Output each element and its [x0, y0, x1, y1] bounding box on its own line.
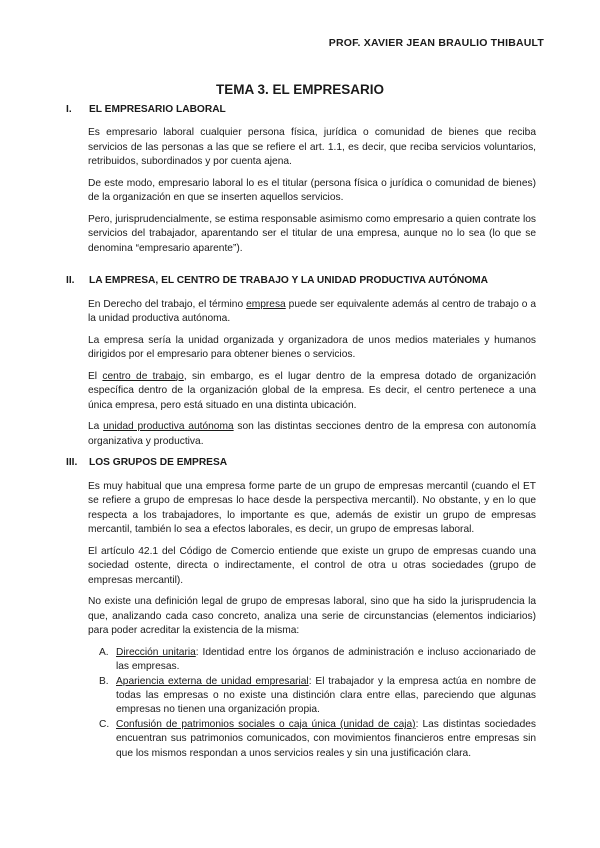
section-heading — [66, 274, 536, 288]
section-title: LA EMPRESA, EL CENTRO DE TRABAJO Y LA UNIDAD PRODUCTIVA AUTÓNOMA — [89, 275, 489, 287]
section-heading — [66, 103, 536, 117]
list-letter: C. — [99, 718, 110, 730]
section-empresa-centro-unidad — [66, 274, 536, 449]
underlined-term: Apariencia externa de unidad empresarial — [116, 675, 309, 687]
text-run: La — [88, 421, 104, 433]
list-letter: B. — [99, 675, 109, 687]
text-run: puede ser equivalente además al centro de trabajo o a la unidad productiva autónoma. — [88, 298, 536, 325]
list-item-body — [116, 675, 536, 718]
section-title: LOS GRUPOS DE EMPRESA — [89, 457, 228, 469]
list-item — [99, 718, 536, 761]
paragraph: No existe una definición legal de grupo de empresas laboral, sino que ha sido la jurisprudencia la que, analizando cada caso concreto, analiza una serie de circunstancias (elementos indiciarios) para poder acreditar la existencia de la misma: — [88, 596, 536, 637]
text-run: , sin embargo, es el lugar dentro de la empresa dotado de organización específica dentro de la organización global de la empresa. Es decir, el centro pertenece a una única empresa, pero está situado en una distinta ubicación. — [88, 370, 536, 411]
text-run: : El trabajador y la empresa actúa en nombre de todas las empresas o no existe una distinción clara entre ellas, pareciendo que algunas empresas no tienen una organización propia. — [116, 675, 536, 716]
document-title: TEMA 3. EL EMPRESARIO — [215, 82, 385, 97]
paragraph — [88, 370, 536, 413]
paragraph: La empresa sería la unidad organizada y organizadora de unos medios materiales y humanos dirigidos por el empresario para obtener bienes o servicios. — [88, 334, 536, 361]
text-run: : Las distintas sociedades encuentran sus patrimonios comunicados, con movimientos financieros entre empresas sin que los mismos respondan a unos servicios reales y sin una justificación clara. — [116, 718, 536, 759]
list-item — [99, 646, 536, 675]
header-author: PROF. XAVIER JEAN BRAULIO THIBAULT — [328, 37, 544, 49]
underlined-term: centro de trabajo — [102, 370, 184, 382]
underlined-term: Dirección unitaria — [116, 646, 196, 658]
paragraph — [88, 298, 536, 327]
underlined-term: unidad productiva autónoma — [103, 421, 234, 433]
section-number: III. — [66, 457, 78, 469]
underlined-term: empresa — [246, 298, 286, 310]
paragraph: Pero, jurisprudencialmente, se estima responsable asimismo como empresario a quien contrate los servicios del trabajador, aparentando ser el titular de una empresa, aunque no lo sea (lo que se denomina “empresario aparente”). — [88, 213, 536, 254]
section-number: II. — [66, 275, 75, 287]
section-title: EL EMPRESARIO LABORAL — [89, 104, 226, 115]
list-item-body — [116, 646, 536, 675]
underlined-term: Confusión de patrimonios sociales o caja única (unidad de caja) — [116, 718, 416, 730]
paragraph — [88, 420, 536, 449]
paragraph: Es muy habitual que una empresa forme parte de un grupo de empresas mercantil (cuando el ET se refiere a grupo de empresas lo hace desde la perspectiva mercantil). No obstante, y en lo que respecta a los trabajadores, lo importante es que, además de existir un grupo de empresas mercantil, también lo sea a efectos laborales, es decir, un grupo de empresas laboral. — [88, 480, 536, 536]
paragraph: El artículo 42.1 del Código de Comercio entiende que existe un grupo de empresas cuando una sociedad ostente, directa o indirectamente, el control de otra u otras sociedades (grupo de empresas mercantil). — [88, 545, 536, 586]
text-run: En Derecho del trabajo, el término — [88, 298, 247, 310]
section-empresario-laboral — [66, 103, 536, 256]
text-run: : Identidad entre los órganos de administración e incluso accionariado de las empresas. — [116, 646, 536, 673]
section-heading — [66, 456, 536, 470]
list-item-body — [116, 718, 536, 761]
section-number: I. — [66, 104, 72, 115]
criteria-list — [99, 646, 536, 762]
list-letter: A. — [99, 646, 109, 658]
text-run: El — [88, 370, 103, 382]
paragraph: De este modo, empresario laboral lo es el titular (persona física o jurídica o comunidad de bienes) de la organización en que se inserten aquellos servicios. — [88, 177, 536, 204]
document-body — [66, 103, 536, 761]
paragraph: Es empresario laboral cualquier persona física, jurídica o comunidad de bienes que reciba servicios de las personas a las que se refiere el art. 1.1, es decir, que reciba servicios voluntarios, retribuidos, subordinados y por cuenta ajena. — [88, 127, 536, 168]
section-grupos-de-empresa — [66, 456, 536, 761]
list-item — [99, 675, 536, 718]
text-run: son las distintas secciones dentro de la empresa con autonomía organizativa y productiva. — [88, 421, 536, 447]
